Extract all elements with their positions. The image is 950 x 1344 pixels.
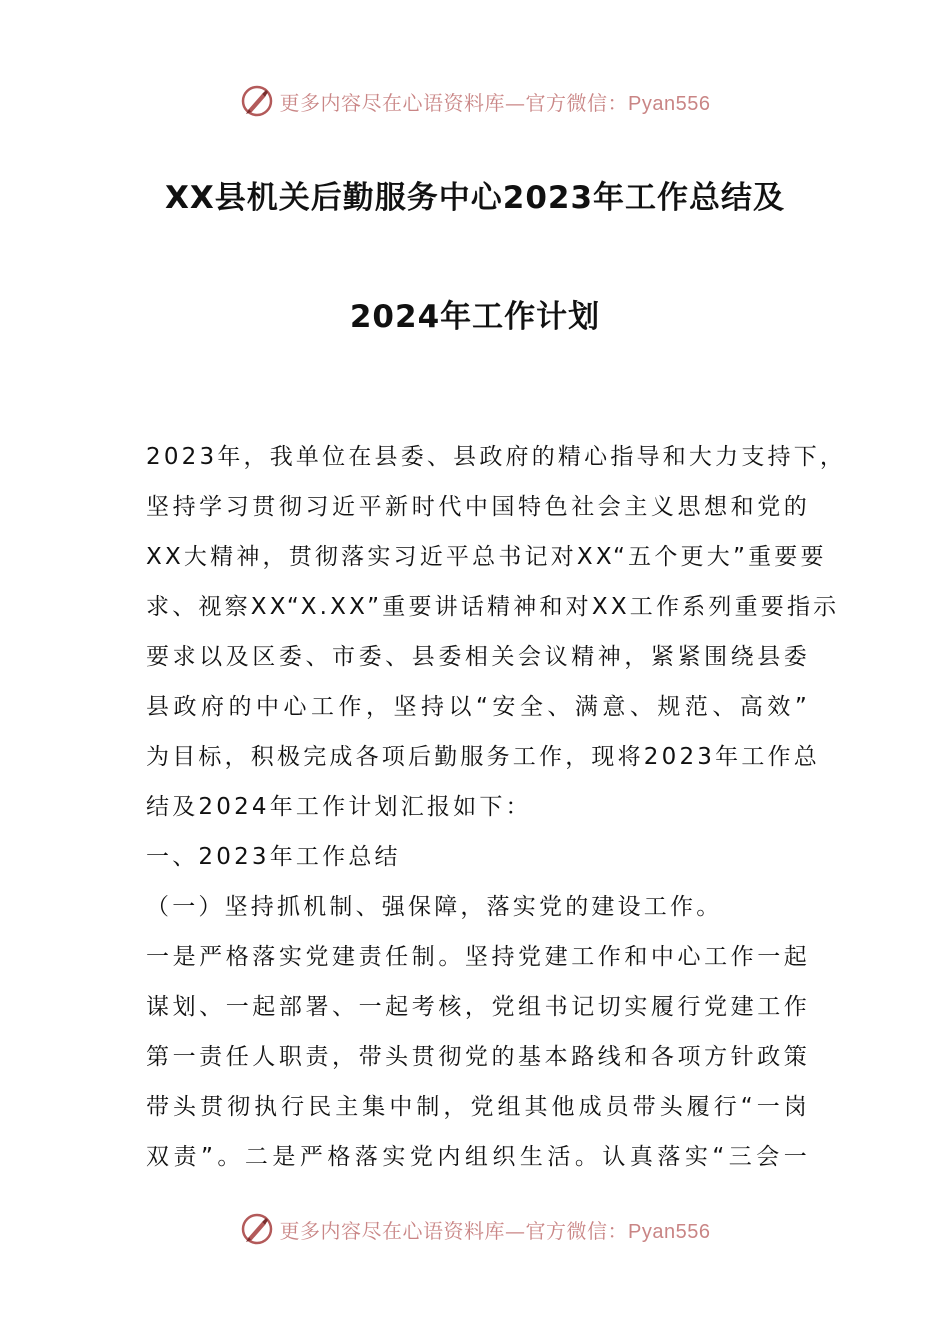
body-line: 求、视察XX“X.XX”重要讲话精神和对XX工作系列重要指示 <box>146 594 840 620</box>
watermark-footer <box>0 1212 950 1246</box>
body-line: XX大精神，贯彻落实习近平总书记对XX“五个更大”重要要 <box>146 544 827 570</box>
body-line: 为目标，积极完成各项后勤服务工作，现将2023年工作总 <box>146 744 820 770</box>
body-line: 县政府的中心工作，坚持以“安全、满意、规范、高效” <box>146 694 810 720</box>
section-heading: 一、2023年工作总结 <box>146 844 401 870</box>
body-line: 2023年，我单位在县委、县政府的精心指导和大力支持下， <box>146 444 847 470</box>
pen-logo-icon <box>240 84 274 118</box>
body-line: 要求以及区委、市委、县委相关会议精神，紧紧围绕县委 <box>146 644 810 670</box>
body-line: 坚持学习贯彻习近平新时代中国特色社会主义思想和党的 <box>146 494 810 520</box>
body-line: 双责”。二是严格落实党内组织生活。认真落实“三会一 <box>146 1144 810 1170</box>
document-title-line-2: 2024年工作计划 <box>349 299 601 335</box>
pen-logo-icon <box>240 1212 274 1246</box>
body-line: 带头贯彻执行民主集中制，党组其他成员带头履行“一岗 <box>146 1094 810 1120</box>
watermark-text <box>280 87 711 116</box>
watermark-wechat-id: Pyan556 <box>628 1220 711 1243</box>
watermark-slogan: 更多内容尽在心语资料库—官方微信： <box>279 1218 629 1243</box>
body-line: 第一责任人职责，带头贯彻党的基本路线和各项方针政策 <box>146 1044 810 1070</box>
body-line: 结及2024年工作计划汇报如下： <box>146 794 532 820</box>
document-title-line-1: XX县机关后勤服务中心2023年工作总结及 <box>164 180 786 216</box>
watermark-text <box>280 1215 711 1244</box>
watermark-header <box>0 84 950 118</box>
watermark-slogan: 更多内容尽在心语资料库—官方微信： <box>279 90 629 115</box>
watermark-wechat-id: Pyan556 <box>628 92 711 115</box>
body-line: 一是严格落实党建责任制。坚持党建工作和中心工作一起 <box>146 944 810 970</box>
document-body <box>146 432 847 1182</box>
body-line: 谋划、一起部署、一起考核，党组书记切实履行党建工作 <box>146 994 810 1020</box>
subsection-heading: （一）坚持抓机制、强保障，落实党的建设工作。 <box>146 894 723 920</box>
